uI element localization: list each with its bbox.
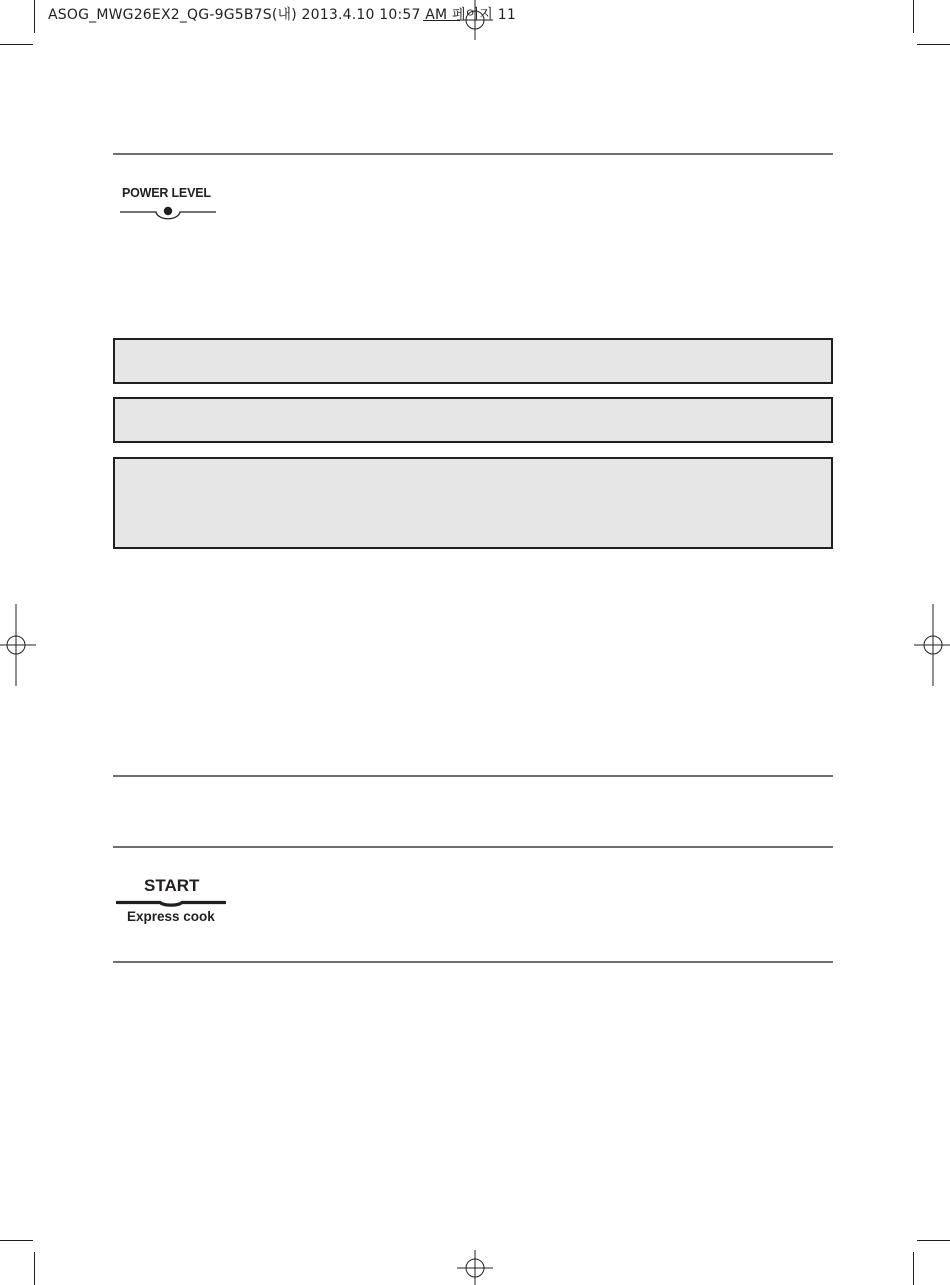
crop-mark bbox=[0, 1240, 33, 1241]
crop-mark bbox=[917, 1240, 950, 1241]
power-level-button-label: POWER LEVEL bbox=[122, 186, 211, 200]
crop-mark bbox=[34, 1252, 35, 1285]
start-button-icon bbox=[116, 897, 226, 909]
section-rule bbox=[113, 153, 833, 155]
section-rule bbox=[113, 846, 833, 848]
crop-mark bbox=[0, 44, 33, 45]
note-box bbox=[113, 457, 833, 549]
registration-mark-bottom bbox=[457, 1250, 493, 1285]
section-rule bbox=[113, 961, 833, 963]
registration-mark-top bbox=[457, 0, 493, 40]
registration-mark-left bbox=[0, 604, 36, 686]
crop-mark bbox=[34, 0, 35, 33]
express-cook-button-label: Express cook bbox=[127, 909, 215, 924]
crop-mark bbox=[913, 1252, 914, 1285]
power-level-button-icon bbox=[118, 203, 218, 225]
crop-mark bbox=[917, 44, 950, 45]
crop-mark bbox=[913, 0, 914, 33]
start-button-label: START bbox=[144, 876, 200, 895]
print-slug: ASOG_MWG26EX2_QG-9G5B7S(내) 2013.4.10 10:57 AM 페이지 11 bbox=[48, 7, 516, 23]
note-box bbox=[113, 397, 833, 443]
note-box bbox=[113, 338, 833, 384]
registration-mark-right bbox=[914, 604, 950, 686]
section-rule bbox=[113, 775, 833, 777]
slug-underline bbox=[423, 20, 460, 21]
